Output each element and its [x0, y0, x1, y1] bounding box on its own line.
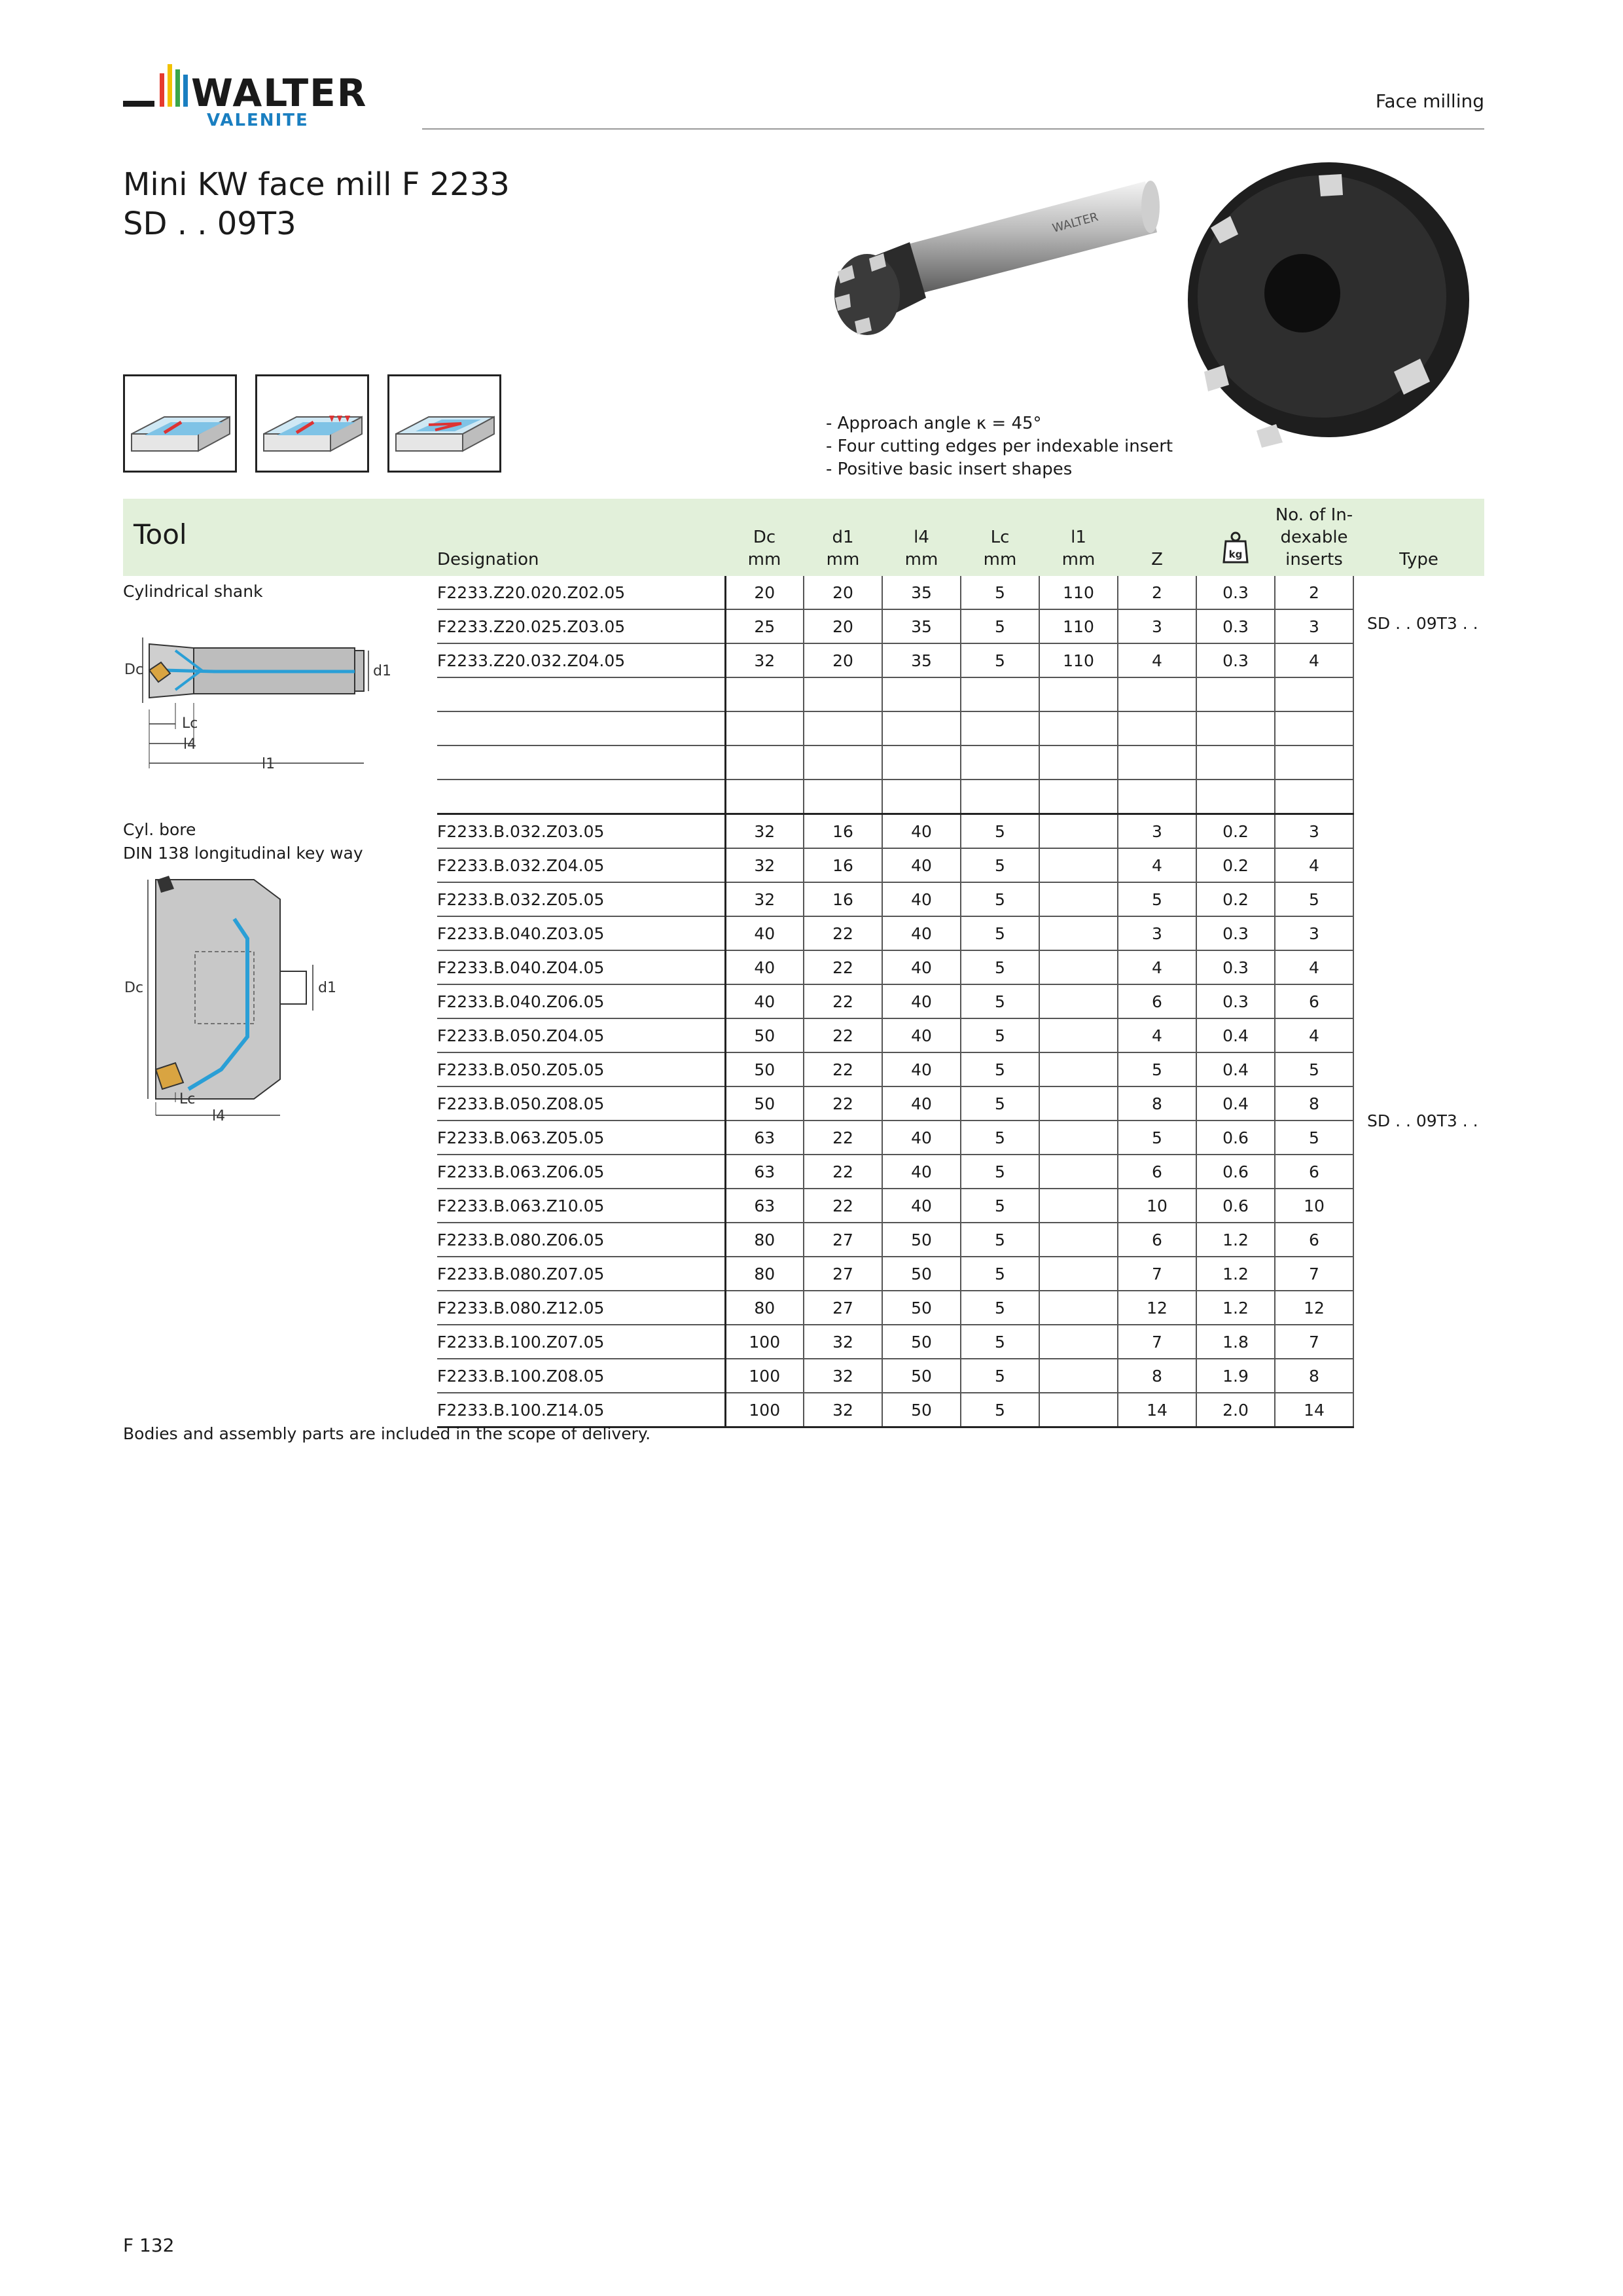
- cell-d1: 22: [804, 916, 882, 950]
- cell-dc: 50: [725, 1052, 804, 1086]
- cell-l4: 40: [882, 1086, 961, 1121]
- cell-z: 7: [1118, 1325, 1196, 1359]
- cell-l1: 110: [1039, 609, 1118, 643]
- cell-dc: 40: [725, 984, 804, 1018]
- drawing-label-lc: Lc: [179, 1090, 196, 1107]
- title-line-2: SD . . 09T3: [123, 206, 296, 242]
- cell-d1: 20: [804, 643, 882, 677]
- cell-dc: 63: [725, 1189, 804, 1223]
- page-title: [123, 165, 510, 243]
- cell-l1: [1039, 1155, 1118, 1189]
- cell-l1: [1039, 745, 1118, 780]
- cell-l4: 50: [882, 1393, 961, 1427]
- cell-l4: 50: [882, 1325, 961, 1359]
- cell-lc: [961, 711, 1039, 745]
- cell-z: [1118, 780, 1196, 814]
- cell-d1: 22: [804, 984, 882, 1018]
- tool-label: Cylindrical shank: [123, 582, 263, 601]
- cell-d1: 22: [804, 1155, 882, 1189]
- cell-l4: 40: [882, 950, 961, 984]
- cell-lc: 5: [961, 882, 1039, 916]
- cell-l4: 40: [882, 848, 961, 882]
- header-lc-unit: mm: [983, 550, 1017, 569]
- cell-nins: 5: [1275, 1121, 1353, 1155]
- cell-l1: [1039, 1018, 1118, 1052]
- cell-dc: 100: [725, 1359, 804, 1393]
- cell-nins: 7: [1275, 1257, 1353, 1291]
- cell-w: 0.2: [1196, 814, 1275, 849]
- cell-lc: 5: [961, 1052, 1039, 1086]
- cell-l1: [1039, 1052, 1118, 1086]
- svg-text:WALTER: WALTER: [1050, 210, 1100, 236]
- cell-nins: 4: [1275, 950, 1353, 984]
- header-lc-label: Lc: [990, 528, 1010, 547]
- cell-l1: [1039, 950, 1118, 984]
- feature-item: - Positive basic insert shapes: [826, 459, 1073, 479]
- cell-nins: 4: [1275, 643, 1353, 677]
- header-dc-label: Dc: [753, 528, 776, 547]
- cell-dc: 20: [725, 576, 804, 609]
- cell-l1: [1039, 1393, 1118, 1427]
- cell-designation: F2233.B.032.Z03.05: [437, 814, 725, 849]
- cell-d1: [804, 745, 882, 780]
- header-weight: [1196, 499, 1275, 576]
- cell-nins: [1275, 745, 1353, 780]
- header-l1: [1039, 499, 1118, 576]
- cell-nins: 12: [1275, 1291, 1353, 1325]
- cell-l1: [1039, 1121, 1118, 1155]
- cell-lc: 5: [961, 576, 1039, 609]
- drawing-label-l4: l4: [212, 1107, 226, 1122]
- cell-designation: F2233.B.080.Z06.05: [437, 1223, 725, 1257]
- tool-label: Cyl. bore: [123, 819, 196, 839]
- cell-nins: 8: [1275, 1359, 1353, 1393]
- header-designation: Designation: [437, 550, 539, 569]
- group-cylindrical-shank: [123, 576, 1484, 814]
- cell-designation: F2233.B.050.Z08.05: [437, 1086, 725, 1121]
- delivery-note: Bodies and assembly parts are included in the scope of delivery.: [123, 1424, 651, 1443]
- cell-nins: 3: [1275, 916, 1353, 950]
- cell-dc: 32: [725, 643, 804, 677]
- application-icon-shoulder-milling: [255, 374, 369, 473]
- cell-z: 6: [1118, 984, 1196, 1018]
- application-icon-ramping: [387, 374, 501, 473]
- cell-l1: [1039, 984, 1118, 1018]
- cell-w: 0.4: [1196, 1086, 1275, 1121]
- cell-w: 0.3: [1196, 576, 1275, 609]
- cell-z: 4: [1118, 643, 1196, 677]
- cell-w: 1.2: [1196, 1223, 1275, 1257]
- header-inserts-l1: No. of In-: [1275, 505, 1353, 525]
- cell-lc: 5: [961, 643, 1039, 677]
- cell-type: SD . . 09T3 . .: [1353, 814, 1484, 1427]
- cell-l4: 35: [882, 609, 961, 643]
- cell-dc: [725, 677, 804, 711]
- cell-designation: F2233.B.080.Z07.05: [437, 1257, 725, 1291]
- cell-lc: 5: [961, 1393, 1039, 1427]
- cell-designation: F2233.Z20.020.Z02.05: [437, 576, 725, 609]
- cell-designation: F2233.B.080.Z12.05: [437, 1291, 725, 1325]
- cell-w: 0.2: [1196, 882, 1275, 916]
- cell-lc: [961, 780, 1039, 814]
- header-d1: [804, 499, 882, 576]
- cell-dc: 63: [725, 1155, 804, 1189]
- cell-l4: 50: [882, 1359, 961, 1393]
- face-milling-icon: [125, 376, 235, 471]
- cell-nins: 2: [1275, 576, 1353, 609]
- cell-z: 4: [1118, 950, 1196, 984]
- drawing-label-l1: l1: [262, 756, 276, 772]
- cell-w: 0.3: [1196, 643, 1275, 677]
- bore-mill-drawing: [123, 873, 431, 1122]
- cell-l4: [882, 780, 961, 814]
- cell-dc: 100: [725, 1393, 804, 1427]
- cell-l1: [1039, 916, 1118, 950]
- cell-lc: 5: [961, 1189, 1039, 1223]
- cell-z: [1118, 711, 1196, 745]
- group-cylindrical-bore: [123, 814, 1484, 1427]
- cell-z: 7: [1118, 1257, 1196, 1291]
- cell-lc: 5: [961, 1291, 1039, 1325]
- cell-w: 1.8: [1196, 1325, 1275, 1359]
- cell-dc: 80: [725, 1291, 804, 1325]
- cell-w: [1196, 677, 1275, 711]
- cell-l4: 40: [882, 882, 961, 916]
- cell-dc: [725, 711, 804, 745]
- cell-dc: 40: [725, 950, 804, 984]
- cell-dc: 50: [725, 1018, 804, 1052]
- header-inserts-l2: dexable: [1280, 528, 1348, 547]
- cell-l1: [1039, 677, 1118, 711]
- cell-l1: [1039, 1359, 1118, 1393]
- cell-w: 1.9: [1196, 1359, 1275, 1393]
- cell-d1: 20: [804, 609, 882, 643]
- cell-lc: 5: [961, 1325, 1039, 1359]
- cell-z: 14: [1118, 1393, 1196, 1427]
- cell-nins: 7: [1275, 1325, 1353, 1359]
- cell-lc: 5: [961, 609, 1039, 643]
- cell-designation: [437, 780, 725, 814]
- cell-l1: [1039, 814, 1118, 849]
- cell-nins: 10: [1275, 1189, 1353, 1223]
- face-mill-body-image: [1178, 156, 1486, 450]
- cell-l4: 35: [882, 576, 961, 609]
- cell-l4: 40: [882, 984, 961, 1018]
- ramping-icon: [389, 376, 499, 471]
- table-row: [123, 576, 1484, 609]
- cell-l1: [1039, 1325, 1118, 1359]
- cell-lc: 5: [961, 814, 1039, 849]
- cell-d1: 22: [804, 1086, 882, 1121]
- cell-w: 0.6: [1196, 1155, 1275, 1189]
- cell-designation: [437, 677, 725, 711]
- cell-z: 3: [1118, 814, 1196, 849]
- cell-w: 0.3: [1196, 916, 1275, 950]
- drawing-label-lc: Lc: [182, 715, 198, 732]
- cell-d1: 27: [804, 1223, 882, 1257]
- cell-w: 0.4: [1196, 1052, 1275, 1086]
- cell-w: 1.2: [1196, 1291, 1275, 1325]
- cell-designation: F2233.B.100.Z07.05: [437, 1325, 725, 1359]
- cell-dc: 50: [725, 1086, 804, 1121]
- header-l1-unit: mm: [1061, 550, 1096, 569]
- header-d1-unit: mm: [826, 550, 860, 569]
- cell-nins: 3: [1275, 609, 1353, 643]
- table-header-row: [123, 499, 1484, 576]
- feature-item: - Four cutting edges per indexable insert: [826, 437, 1173, 456]
- cell-d1: 16: [804, 814, 882, 849]
- cell-d1: 16: [804, 848, 882, 882]
- cell-lc: 5: [961, 950, 1039, 984]
- cell-l4: [882, 711, 961, 745]
- header-l4-unit: mm: [904, 550, 938, 569]
- cell-z: 2: [1118, 576, 1196, 609]
- cell-designation: F2233.B.063.Z06.05: [437, 1155, 725, 1189]
- cell-l4: 50: [882, 1257, 961, 1291]
- cell-dc: 32: [725, 848, 804, 882]
- cell-designation: F2233.B.032.Z05.05: [437, 882, 725, 916]
- cell-nins: 6: [1275, 984, 1353, 1018]
- cell-d1: 22: [804, 1121, 882, 1155]
- cell-l4: 40: [882, 814, 961, 849]
- cell-d1: 32: [804, 1359, 882, 1393]
- cell-w: [1196, 745, 1275, 780]
- cell-d1: 27: [804, 1257, 882, 1291]
- cell-lc: [961, 745, 1039, 780]
- tool-label: DIN 138 longitudinal key way: [123, 843, 363, 863]
- cell-designation: F2233.B.100.Z14.05: [437, 1393, 725, 1427]
- cell-nins: 14: [1275, 1393, 1353, 1427]
- cell-dc: 25: [725, 609, 804, 643]
- cell-lc: 5: [961, 1359, 1039, 1393]
- cell-z: 5: [1118, 882, 1196, 916]
- cell-d1: 32: [804, 1325, 882, 1359]
- application-icon-face-milling: [123, 374, 237, 473]
- cell-designation: F2233.B.032.Z04.05: [437, 848, 725, 882]
- cell-w: [1196, 780, 1275, 814]
- cell-designation: F2233.B.050.Z04.05: [437, 1018, 725, 1052]
- header-l4-label: l4: [914, 528, 929, 547]
- cell-l4: 50: [882, 1291, 961, 1325]
- cell-designation: F2233.B.063.Z10.05: [437, 1189, 725, 1223]
- cell-z: [1118, 677, 1196, 711]
- cell-l1: [1039, 848, 1118, 882]
- cell-z: [1118, 745, 1196, 780]
- cell-type: SD . . 09T3 . .: [1353, 576, 1484, 814]
- drawing-label-dc: Dc: [124, 979, 144, 996]
- cell-lc: 5: [961, 984, 1039, 1018]
- cell-l4: 40: [882, 1018, 961, 1052]
- cell-d1: 22: [804, 950, 882, 984]
- shank-mill-image: [812, 147, 1165, 373]
- cell-dc: 32: [725, 814, 804, 849]
- cell-lc: 5: [961, 1223, 1039, 1257]
- cell-w: 0.3: [1196, 984, 1275, 1018]
- cell-dc: 32: [725, 882, 804, 916]
- cell-w: 1.2: [1196, 1257, 1275, 1291]
- cell-l1: [1039, 1086, 1118, 1121]
- cell-w: 2.0: [1196, 1393, 1275, 1427]
- cell-l4: 40: [882, 1189, 961, 1223]
- cell-l1: [1039, 882, 1118, 916]
- cell-l4: 35: [882, 643, 961, 677]
- cell-z: 5: [1118, 1052, 1196, 1086]
- cell-d1: 20: [804, 576, 882, 609]
- cell-designation: [437, 745, 725, 780]
- title-line-1: Mini KW face mill F 2233: [123, 166, 510, 203]
- cell-l1: [1039, 1223, 1118, 1257]
- cell-z: 12: [1118, 1291, 1196, 1325]
- cell-lc: 5: [961, 1086, 1039, 1121]
- cell-d1: [804, 780, 882, 814]
- cell-d1: 22: [804, 1052, 882, 1086]
- shoulder-milling-icon: [257, 376, 367, 471]
- cell-z: 8: [1118, 1359, 1196, 1393]
- header-tool: Tool: [134, 518, 187, 550]
- cell-designation: F2233.B.050.Z05.05: [437, 1052, 725, 1086]
- cell-z: 3: [1118, 916, 1196, 950]
- cell-l1: 110: [1039, 576, 1118, 609]
- cell-nins: 4: [1275, 848, 1353, 882]
- weight-icon-label: kg: [1228, 548, 1243, 560]
- section-label: Face milling: [1375, 90, 1484, 112]
- brand-bottom: VALENITE: [207, 111, 309, 130]
- header-d1-label: d1: [832, 528, 854, 547]
- drawing-label-d1: d1: [318, 979, 336, 996]
- cell-lc: 5: [961, 1121, 1039, 1155]
- cell-designation: F2233.B.040.Z04.05: [437, 950, 725, 984]
- cell-l1: [1039, 1189, 1118, 1223]
- cell-l4: 40: [882, 1121, 961, 1155]
- header-type: Type: [1399, 550, 1438, 569]
- cell-w: 0.2: [1196, 848, 1275, 882]
- cell-l4: 40: [882, 1052, 961, 1086]
- cell-nins: 6: [1275, 1155, 1353, 1189]
- cell-nins: 4: [1275, 1018, 1353, 1052]
- cell-nins: 6: [1275, 1223, 1353, 1257]
- cell-nins: 5: [1275, 882, 1353, 916]
- feature-list: [826, 412, 1173, 481]
- cell-d1: [804, 711, 882, 745]
- cell-z: 6: [1118, 1223, 1196, 1257]
- header-dc: [725, 499, 804, 576]
- cell-z: 4: [1118, 848, 1196, 882]
- cell-w: 0.3: [1196, 609, 1275, 643]
- cell-z: 3: [1118, 609, 1196, 643]
- cell-z: 8: [1118, 1086, 1196, 1121]
- cell-nins: [1275, 711, 1353, 745]
- cell-w: 0.6: [1196, 1121, 1275, 1155]
- cell-nins: 8: [1275, 1086, 1353, 1121]
- cell-designation: F2233.B.040.Z03.05: [437, 916, 725, 950]
- cell-designation: F2233.B.063.Z05.05: [437, 1121, 725, 1155]
- cell-l4: [882, 677, 961, 711]
- table-row: [123, 814, 1484, 849]
- header-z: Z: [1151, 550, 1163, 569]
- header-lc: [961, 499, 1039, 576]
- header-inserts-l3: inserts: [1285, 550, 1343, 569]
- shank-mill-drawing: [123, 611, 431, 775]
- product-table: [123, 499, 1484, 1428]
- tool-cell: [123, 576, 437, 814]
- cell-l4: [882, 745, 961, 780]
- cell-lc: 5: [961, 1257, 1039, 1291]
- cell-l1: [1039, 711, 1118, 745]
- header-dc-unit: mm: [747, 550, 781, 569]
- cell-l1: [1039, 780, 1118, 814]
- walter-valenite-logo: [123, 60, 398, 132]
- cell-designation: F2233.B.040.Z06.05: [437, 984, 725, 1018]
- cell-lc: [961, 677, 1039, 711]
- cell-l1: [1039, 1257, 1118, 1291]
- cell-lc: 5: [961, 916, 1039, 950]
- feature-item: - Approach angle κ = 45°: [826, 414, 1042, 433]
- cell-d1: 27: [804, 1291, 882, 1325]
- header-inserts: [1275, 499, 1353, 576]
- page-number: F 132: [123, 2234, 175, 2256]
- cell-l4: 50: [882, 1223, 961, 1257]
- cell-z: 6: [1118, 1155, 1196, 1189]
- tool-cell: [123, 814, 437, 1427]
- cell-l1: [1039, 1291, 1118, 1325]
- cell-w: 0.6: [1196, 1189, 1275, 1223]
- cell-nins: 3: [1275, 814, 1353, 849]
- header-l4: [882, 499, 961, 576]
- cell-w: 0.3: [1196, 950, 1275, 984]
- cell-lc: 5: [961, 848, 1039, 882]
- cell-d1: 16: [804, 882, 882, 916]
- cell-lc: 5: [961, 1018, 1039, 1052]
- cell-nins: [1275, 780, 1353, 814]
- cell-designation: F2233.B.100.Z08.05: [437, 1359, 725, 1393]
- cell-w: [1196, 711, 1275, 745]
- cell-designation: F2233.Z20.025.Z03.05: [437, 609, 725, 643]
- cell-l4: 40: [882, 1155, 961, 1189]
- cell-dc: 80: [725, 1257, 804, 1291]
- brand-top: WALTER: [191, 71, 368, 115]
- cell-designation: F2233.Z20.032.Z04.05: [437, 643, 725, 677]
- cell-dc: [725, 780, 804, 814]
- header-l1-label: l1: [1071, 528, 1086, 547]
- cell-d1: [804, 677, 882, 711]
- drawing-label-d1: d1: [373, 663, 391, 679]
- cell-z: 10: [1118, 1189, 1196, 1223]
- cell-dc: 40: [725, 916, 804, 950]
- cell-dc: 80: [725, 1223, 804, 1257]
- cell-l4: 40: [882, 916, 961, 950]
- weight-icon: [1222, 531, 1249, 565]
- cell-nins: 5: [1275, 1052, 1353, 1086]
- cell-l1: 110: [1039, 643, 1118, 677]
- drawing-label-l4: l4: [183, 736, 197, 753]
- cell-dc: 100: [725, 1325, 804, 1359]
- cell-d1: 32: [804, 1393, 882, 1427]
- cell-dc: 63: [725, 1121, 804, 1155]
- cell-z: 4: [1118, 1018, 1196, 1052]
- cell-z: 5: [1118, 1121, 1196, 1155]
- cell-designation: [437, 711, 725, 745]
- header-rule: [422, 128, 1484, 130]
- cell-lc: 5: [961, 1155, 1039, 1189]
- cell-d1: 22: [804, 1018, 882, 1052]
- cell-nins: [1275, 677, 1353, 711]
- cell-dc: [725, 745, 804, 780]
- cell-d1: 22: [804, 1189, 882, 1223]
- drawing-label-dc: Dc: [124, 662, 144, 678]
- cell-w: 0.4: [1196, 1018, 1275, 1052]
